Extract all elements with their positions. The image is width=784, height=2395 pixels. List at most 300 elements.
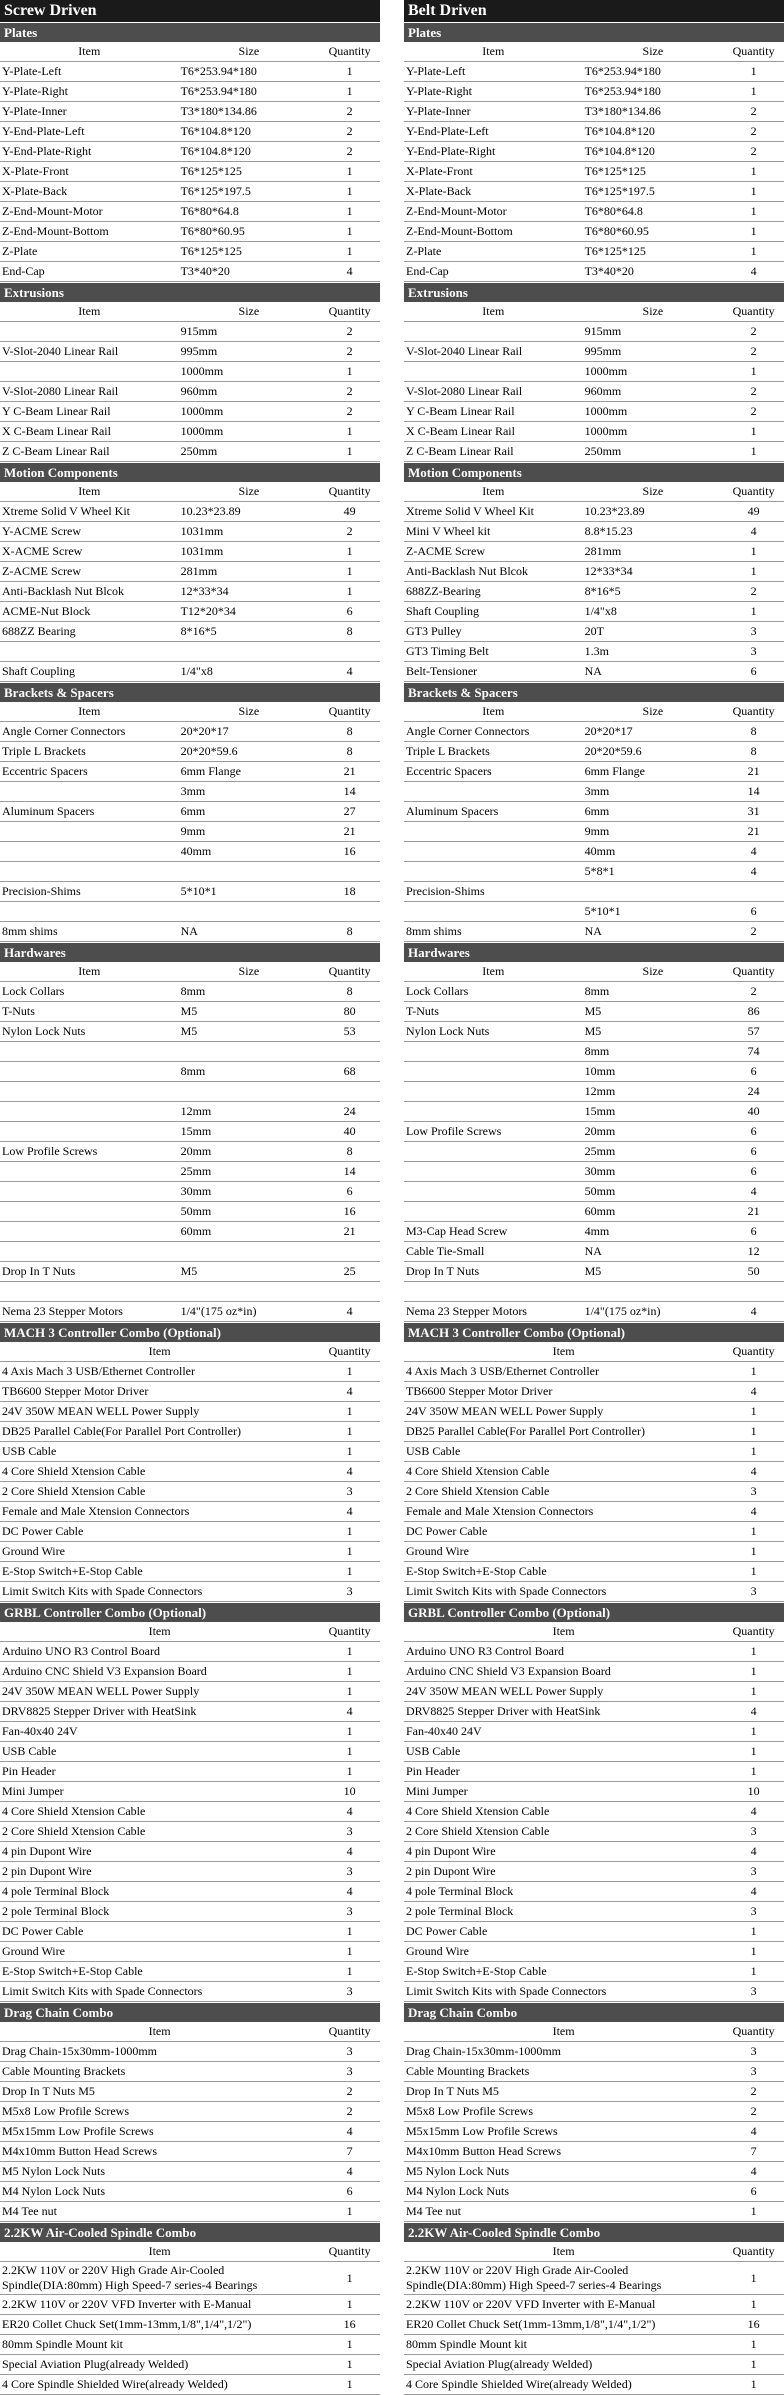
quantity-cell: 8	[723, 742, 784, 762]
section-title-brackets-spacers: Brackets & Spacers	[404, 682, 784, 702]
quantity-cell: 3	[319, 1482, 380, 1502]
size-cell: 4mm	[583, 1222, 724, 1242]
table-row	[404, 1482, 784, 1502]
quantity-cell: 1	[319, 1722, 380, 1742]
quantity-cell: 49	[319, 502, 380, 522]
size-cell: 1/4"(175 oz*in)	[583, 1302, 724, 1322]
section-table-extrusions	[404, 302, 784, 462]
item-cell: Drop In T Nuts	[0, 1262, 179, 1282]
table-row	[404, 1022, 784, 1042]
quantity-cell	[723, 1282, 784, 1302]
table-row	[0, 1802, 380, 1822]
size-cell: T12*20*34	[179, 602, 320, 622]
item-cell: Y-End-Plate-Left	[404, 122, 583, 142]
table-row	[0, 922, 380, 942]
item-cell: 2.2KW 110V or 220V VFD Inverter with E-Manual	[404, 2295, 723, 2315]
item-cell: ACME-Nut Block	[0, 602, 179, 622]
item-cell: 4 pole Terminal Block	[0, 1882, 319, 1902]
item-cell: USB Cable	[404, 1442, 723, 1462]
quantity-cell: 1	[723, 562, 784, 582]
quantity-cell: 2	[723, 382, 784, 402]
item-cell	[404, 1182, 583, 1202]
column-header: Item	[0, 482, 179, 502]
item-cell: 4 Core Shield Xtension Cable	[0, 1462, 319, 1482]
table-header-row	[404, 302, 784, 322]
item-cell	[0, 1282, 179, 1302]
section-table-hardwares	[404, 962, 784, 1322]
table-row	[0, 1022, 380, 1042]
quantity-cell: 4	[723, 862, 784, 882]
table-row	[0, 1722, 380, 1742]
quantity-cell: 4	[723, 2162, 784, 2182]
size-cell: 60mm	[583, 1202, 724, 1222]
table-row	[0, 2122, 380, 2142]
size-cell: T6*104.8*120	[179, 142, 320, 162]
table-row	[404, 562, 784, 582]
item-cell	[0, 902, 179, 922]
quantity-cell: 8	[319, 1142, 380, 1162]
quantity-cell: 68	[319, 1062, 380, 1082]
table-row	[0, 1042, 380, 1062]
item-cell: End-Cap	[404, 262, 583, 282]
item-cell: Y-Plate-Inner	[404, 102, 583, 122]
item-cell: M4 Nylon Lock Nuts	[0, 2182, 319, 2202]
item-cell: ER20 Collet Chuck Set(1mm-13mm,1/8",1/4",1/2")	[0, 2315, 319, 2335]
quantity-cell: 1	[319, 62, 380, 82]
item-cell: Cable Mounting Brackets	[0, 2062, 319, 2082]
item-cell: DC Power Cable	[0, 1922, 319, 1942]
size-cell: T6*125*125	[179, 162, 320, 182]
size-cell: T3*180*134.86	[583, 102, 724, 122]
table-header-row	[0, 962, 380, 982]
item-cell: DB25 Parallel Cable(For Parallel Port Controller)	[0, 1422, 319, 1442]
quantity-cell: 2	[319, 122, 380, 142]
table-row	[404, 362, 784, 382]
size-cell: T6*125*197.5	[179, 182, 320, 202]
quantity-cell: 1	[319, 1962, 380, 1982]
quantity-cell: 8	[319, 722, 380, 742]
table-row	[404, 902, 784, 922]
quantity-cell: 1	[319, 2375, 380, 2395]
table-row	[0, 1362, 380, 1382]
size-cell: 20mm	[583, 1122, 724, 1142]
item-cell: DRV8825 Stepper Driver with HeatSink	[0, 1702, 319, 1722]
table-row	[404, 602, 784, 622]
quantity-cell: 86	[723, 1002, 784, 1022]
item-cell: 2.2KW 110V or 220V VFD Inverter with E-Manual	[0, 2295, 319, 2315]
section-title-motion-components: Motion Components	[404, 462, 784, 482]
column-header: Size	[583, 42, 724, 62]
item-cell: Ground Wire	[404, 1942, 723, 1962]
size-cell: T3*40*20	[179, 262, 320, 282]
item-cell	[0, 1082, 179, 1102]
size-cell: 1.3m	[583, 642, 724, 662]
table-row	[0, 1122, 380, 1142]
quantity-cell	[319, 1042, 380, 1062]
item-cell: M5x15mm Low Profile Screws	[0, 2122, 319, 2142]
table-row	[404, 402, 784, 422]
section-title-extrusions: Extrusions	[404, 282, 784, 302]
item-cell	[0, 1182, 179, 1202]
table-row	[0, 1922, 380, 1942]
item-cell: X-Plate-Back	[0, 182, 179, 202]
table-row	[0, 1702, 380, 1722]
table-row	[0, 162, 380, 182]
section-table-drag-chain-combo	[0, 2022, 380, 2222]
table-row	[0, 62, 380, 82]
table-row	[0, 2375, 380, 2395]
quantity-cell: 1	[319, 1562, 380, 1582]
table-row	[0, 402, 380, 422]
item-cell: Fan-40x40 24V	[404, 1722, 723, 1742]
quantity-cell: 1	[319, 562, 380, 582]
table-row	[0, 1942, 380, 1962]
table-row	[0, 1522, 380, 1542]
size-cell: 25mm	[179, 1162, 320, 1182]
item-cell: 4 pin Dupont Wire	[404, 1842, 723, 1862]
table-row	[0, 1442, 380, 1462]
quantity-cell: 1	[723, 442, 784, 462]
item-cell	[0, 822, 179, 842]
quantity-cell: 1	[319, 82, 380, 102]
quantity-cell: 1	[319, 1742, 380, 1762]
item-cell: TB6600 Stepper Motor Driver	[0, 1382, 319, 1402]
table-row	[0, 522, 380, 542]
table-row	[0, 2315, 380, 2335]
table-row	[404, 2102, 784, 2122]
table-row	[0, 1842, 380, 1862]
size-cell: 8mm	[179, 1062, 320, 1082]
item-cell: Z-End-Mount-Motor	[0, 202, 179, 222]
item-cell: 2 Core Shield Xtension Cable	[404, 1482, 723, 1502]
size-cell: 8mm	[179, 982, 320, 1002]
size-cell: 12*33*34	[583, 562, 724, 582]
quantity-cell: 1	[723, 2295, 784, 2315]
section-table-grbl-controller-combo-optional	[404, 1622, 784, 2002]
table-row	[0, 2162, 380, 2182]
item-cell: 688ZZ Bearing	[0, 622, 179, 642]
quantity-cell: 57	[723, 1022, 784, 1042]
table-row	[0, 362, 380, 382]
quantity-cell	[723, 882, 784, 902]
section-title-motion-components: Motion Components	[0, 462, 380, 482]
quantity-cell: 1	[319, 362, 380, 382]
quantity-cell: 53	[319, 1022, 380, 1042]
size-cell: 1000mm	[583, 362, 724, 382]
table-row	[0, 142, 380, 162]
quantity-cell: 6	[723, 1062, 784, 1082]
column-header: Size	[179, 702, 320, 722]
item-cell: Anti-Backlash Nut Blcok	[404, 562, 583, 582]
item-cell: DC Power Cable	[0, 1522, 319, 1542]
quantity-cell: 1	[319, 582, 380, 602]
size-cell: T6*125*125	[583, 162, 724, 182]
table-row	[0, 1822, 380, 1842]
column-header: Quantity	[319, 42, 380, 62]
item-cell: 2 Core Shield Xtension Cable	[0, 1482, 319, 1502]
column-header: Item	[404, 482, 583, 502]
size-cell: 915mm	[179, 322, 320, 342]
table-header-row	[0, 302, 380, 322]
item-cell: DB25 Parallel Cable(For Parallel Port Controller)	[404, 1422, 723, 1442]
size-cell: 1000mm	[179, 422, 320, 442]
item-cell: 24V 350W MEAN WELL Power Supply	[0, 1682, 319, 1702]
item-cell: E-Stop Switch+E-Stop Cable	[0, 1562, 319, 1582]
table-row	[404, 1222, 784, 1242]
quantity-cell: 1	[319, 1402, 380, 1422]
table-row	[0, 1642, 380, 1662]
item-cell: Nylon Lock Nuts	[404, 1022, 583, 1042]
size-cell: 50mm	[179, 1202, 320, 1222]
size-cell: 1/4"x8	[179, 662, 320, 682]
size-cell: 6mm Flange	[179, 762, 320, 782]
table-row	[0, 802, 380, 822]
quantity-cell: 3	[723, 1862, 784, 1882]
size-cell: M5	[179, 1002, 320, 1022]
table-row	[404, 662, 784, 682]
item-cell: Angle Corner Connectors	[404, 722, 583, 742]
quantity-cell: 21	[319, 762, 380, 782]
section-table-2-2kw-air-cooled-spindle-combo	[404, 2242, 784, 2395]
column-header: Item	[0, 1622, 319, 1642]
quantity-cell: 4	[319, 1502, 380, 1522]
item-cell: Z-Plate	[404, 242, 583, 262]
quantity-cell: 4	[723, 842, 784, 862]
quantity-cell: 1	[319, 1642, 380, 1662]
size-cell: 20*20*59.6	[583, 742, 724, 762]
item-cell	[0, 1202, 179, 1222]
quantity-cell: 4	[319, 662, 380, 682]
column-header: Item	[404, 2242, 723, 2262]
table-row	[0, 862, 380, 882]
table-row	[404, 1682, 784, 1702]
quantity-cell: 4	[723, 522, 784, 542]
section-title-drag-chain-combo: Drag Chain Combo	[0, 2002, 380, 2022]
quantity-cell: 2	[723, 142, 784, 162]
table-row	[0, 2062, 380, 2082]
size-cell: 8mm	[583, 982, 724, 1002]
quantity-cell: 7	[319, 2142, 380, 2162]
table-row	[404, 742, 784, 762]
table-row	[404, 1902, 784, 1922]
size-cell: 915mm	[583, 322, 724, 342]
item-cell	[0, 782, 179, 802]
item-cell: V-Slot-2040 Linear Rail	[0, 342, 179, 362]
table-row	[0, 982, 380, 1002]
item-cell: X-Plate-Front	[0, 162, 179, 182]
quantity-cell: 3	[723, 622, 784, 642]
item-cell: T-Nuts	[0, 1002, 179, 1022]
table-row	[404, 2162, 784, 2182]
belt-driven-column	[404, 0, 784, 2395]
item-cell: Limit Switch Kits with Spade Connectors	[0, 1982, 319, 2002]
quantity-cell: 1	[723, 1442, 784, 1462]
table-row	[404, 882, 784, 902]
item-cell: Y-Plate-Inner	[0, 102, 179, 122]
item-cell: Limit Switch Kits with Spade Connectors	[404, 1982, 723, 2002]
item-cell: Limit Switch Kits with Spade Connectors	[404, 1582, 723, 1602]
item-cell: Cable Tie-Small	[404, 1242, 583, 1262]
table-row	[0, 342, 380, 362]
table-row	[404, 582, 784, 602]
table-row	[404, 142, 784, 162]
size-cell: T6*80*64.8	[179, 202, 320, 222]
quantity-cell: 1	[319, 1942, 380, 1962]
size-cell	[179, 1242, 320, 1262]
item-cell	[404, 1102, 583, 1122]
size-cell: 5*10*1	[583, 902, 724, 922]
screw-driven-column	[0, 0, 380, 2395]
quantity-cell: 21	[319, 822, 380, 842]
size-cell: NA	[583, 662, 724, 682]
section-title-drag-chain-combo: Drag Chain Combo	[404, 2002, 784, 2022]
quantity-cell	[319, 1282, 380, 1302]
item-cell: 2 pin Dupont Wire	[404, 1862, 723, 1882]
table-row	[404, 1142, 784, 1162]
size-cell: T6*125*125	[583, 242, 724, 262]
size-cell: T6*80*64.8	[583, 202, 724, 222]
size-cell: M5	[179, 1262, 320, 1282]
item-cell: Z-Plate	[0, 242, 179, 262]
item-cell: Arduino UNO R3 Control Board	[0, 1642, 319, 1662]
item-cell: Pin Header	[404, 1762, 723, 1782]
size-cell: M5	[583, 1022, 724, 1042]
quantity-cell: 1	[723, 602, 784, 622]
size-cell: 3mm	[583, 782, 724, 802]
quantity-cell: 2	[319, 2102, 380, 2122]
quantity-cell: 1	[319, 182, 380, 202]
quantity-cell	[319, 862, 380, 882]
quantity-cell: 1	[723, 1682, 784, 1702]
table-row	[404, 922, 784, 942]
table-row	[0, 82, 380, 102]
table-row	[0, 1982, 380, 2002]
item-cell: Limit Switch Kits with Spade Connectors	[0, 1582, 319, 1602]
size-cell: 3mm	[179, 782, 320, 802]
quantity-cell: 8	[319, 922, 380, 942]
quantity-cell: 3	[723, 2042, 784, 2062]
section-title-mach-3-controller-combo-optional: MACH 3 Controller Combo (Optional)	[0, 1322, 380, 1342]
quantity-cell: 50	[723, 1262, 784, 1282]
quantity-cell: 12	[723, 1242, 784, 1262]
size-cell: 1031mm	[179, 542, 320, 562]
item-cell: Eccentric Spacers	[0, 762, 179, 782]
item-cell: 8mm shims	[404, 922, 583, 942]
quantity-cell: 4	[319, 1462, 380, 1482]
size-cell: T6*253.94*180	[583, 62, 724, 82]
table-header-row	[404, 482, 784, 502]
quantity-cell: 21	[319, 1222, 380, 1242]
table-row	[0, 602, 380, 622]
size-cell: 40mm	[179, 842, 320, 862]
table-row	[0, 2295, 380, 2315]
quantity-cell: 2	[319, 322, 380, 342]
quantity-cell: 1	[723, 2375, 784, 2395]
table-row	[0, 2182, 380, 2202]
size-cell: 6mm	[179, 802, 320, 822]
table-header-row	[404, 962, 784, 982]
item-cell: V-Slot-2080 Linear Rail	[0, 382, 179, 402]
table-row	[404, 1842, 784, 1862]
quantity-cell: 1	[319, 1682, 380, 1702]
item-cell	[404, 1042, 583, 1062]
quantity-cell: 6	[319, 602, 380, 622]
table-row	[0, 102, 380, 122]
table-row	[0, 642, 380, 662]
table-header-row	[0, 2022, 380, 2042]
item-cell: Ground Wire	[0, 1942, 319, 1962]
quantity-cell: 3	[723, 1822, 784, 1842]
size-cell: T3*40*20	[583, 262, 724, 282]
quantity-cell: 2	[723, 122, 784, 142]
size-cell: T6*125*197.5	[583, 182, 724, 202]
item-cell: E-Stop Switch+E-Stop Cable	[404, 1562, 723, 1582]
item-cell: 8mm shims	[0, 922, 179, 942]
column-header: Quantity	[723, 482, 784, 502]
size-cell: 5*10*1	[179, 882, 320, 902]
item-cell: 4 Core Spindle Shielded Wire(already Welded)	[0, 2375, 319, 2395]
table-row	[404, 1502, 784, 1522]
quantity-cell: 2	[723, 2082, 784, 2102]
table-row	[404, 1922, 784, 1942]
size-cell	[179, 642, 320, 662]
quantity-cell: 14	[319, 782, 380, 802]
item-cell: Pin Header	[0, 1762, 319, 1782]
size-cell: 10.23*23.89	[179, 502, 320, 522]
quantity-cell: 40	[319, 1122, 380, 1142]
table-row	[404, 1882, 784, 1902]
item-cell: Y-End-Plate-Right	[404, 142, 583, 162]
table-row	[404, 2375, 784, 2395]
table-row	[0, 262, 380, 282]
item-cell: Special Aviation Plug(already Welded)	[404, 2355, 723, 2375]
item-cell	[0, 862, 179, 882]
quantity-cell: 4	[723, 1462, 784, 1482]
size-cell: T6*253.94*180	[179, 82, 320, 102]
quantity-cell: 4	[723, 262, 784, 282]
table-header-row	[404, 42, 784, 62]
section-table-drag-chain-combo	[404, 2022, 784, 2222]
size-cell: 1/4"x8	[583, 602, 724, 622]
item-cell: USB Cable	[404, 1742, 723, 1762]
table-row	[404, 642, 784, 662]
column-header: Size	[179, 302, 320, 322]
item-cell: Z-End-Mount-Motor	[404, 202, 583, 222]
table-row	[0, 582, 380, 602]
table-row	[404, 522, 784, 542]
item-cell	[0, 362, 179, 382]
item-cell: Eccentric Spacers	[404, 762, 583, 782]
item-cell: Z-End-Mount-Bottom	[404, 222, 583, 242]
item-cell: Xtreme Solid V Wheel Kit	[404, 502, 583, 522]
size-cell: 250mm	[179, 442, 320, 462]
section-table-mach-3-controller-combo-optional	[0, 1342, 380, 1602]
quantity-cell: 2	[319, 102, 380, 122]
table-row	[0, 1502, 380, 1522]
quantity-cell: 1	[723, 542, 784, 562]
table-row	[0, 2335, 380, 2355]
quantity-cell: 24	[319, 1102, 380, 1122]
table-row	[404, 1862, 784, 1882]
table-row	[0, 562, 380, 582]
table-row	[404, 162, 784, 182]
size-cell	[179, 902, 320, 922]
item-cell: M5 Nylon Lock Nuts	[0, 2162, 319, 2182]
section-table-brackets-spacers	[404, 702, 784, 942]
table-row	[0, 662, 380, 682]
item-cell	[404, 822, 583, 842]
column-header: Quantity	[319, 302, 380, 322]
